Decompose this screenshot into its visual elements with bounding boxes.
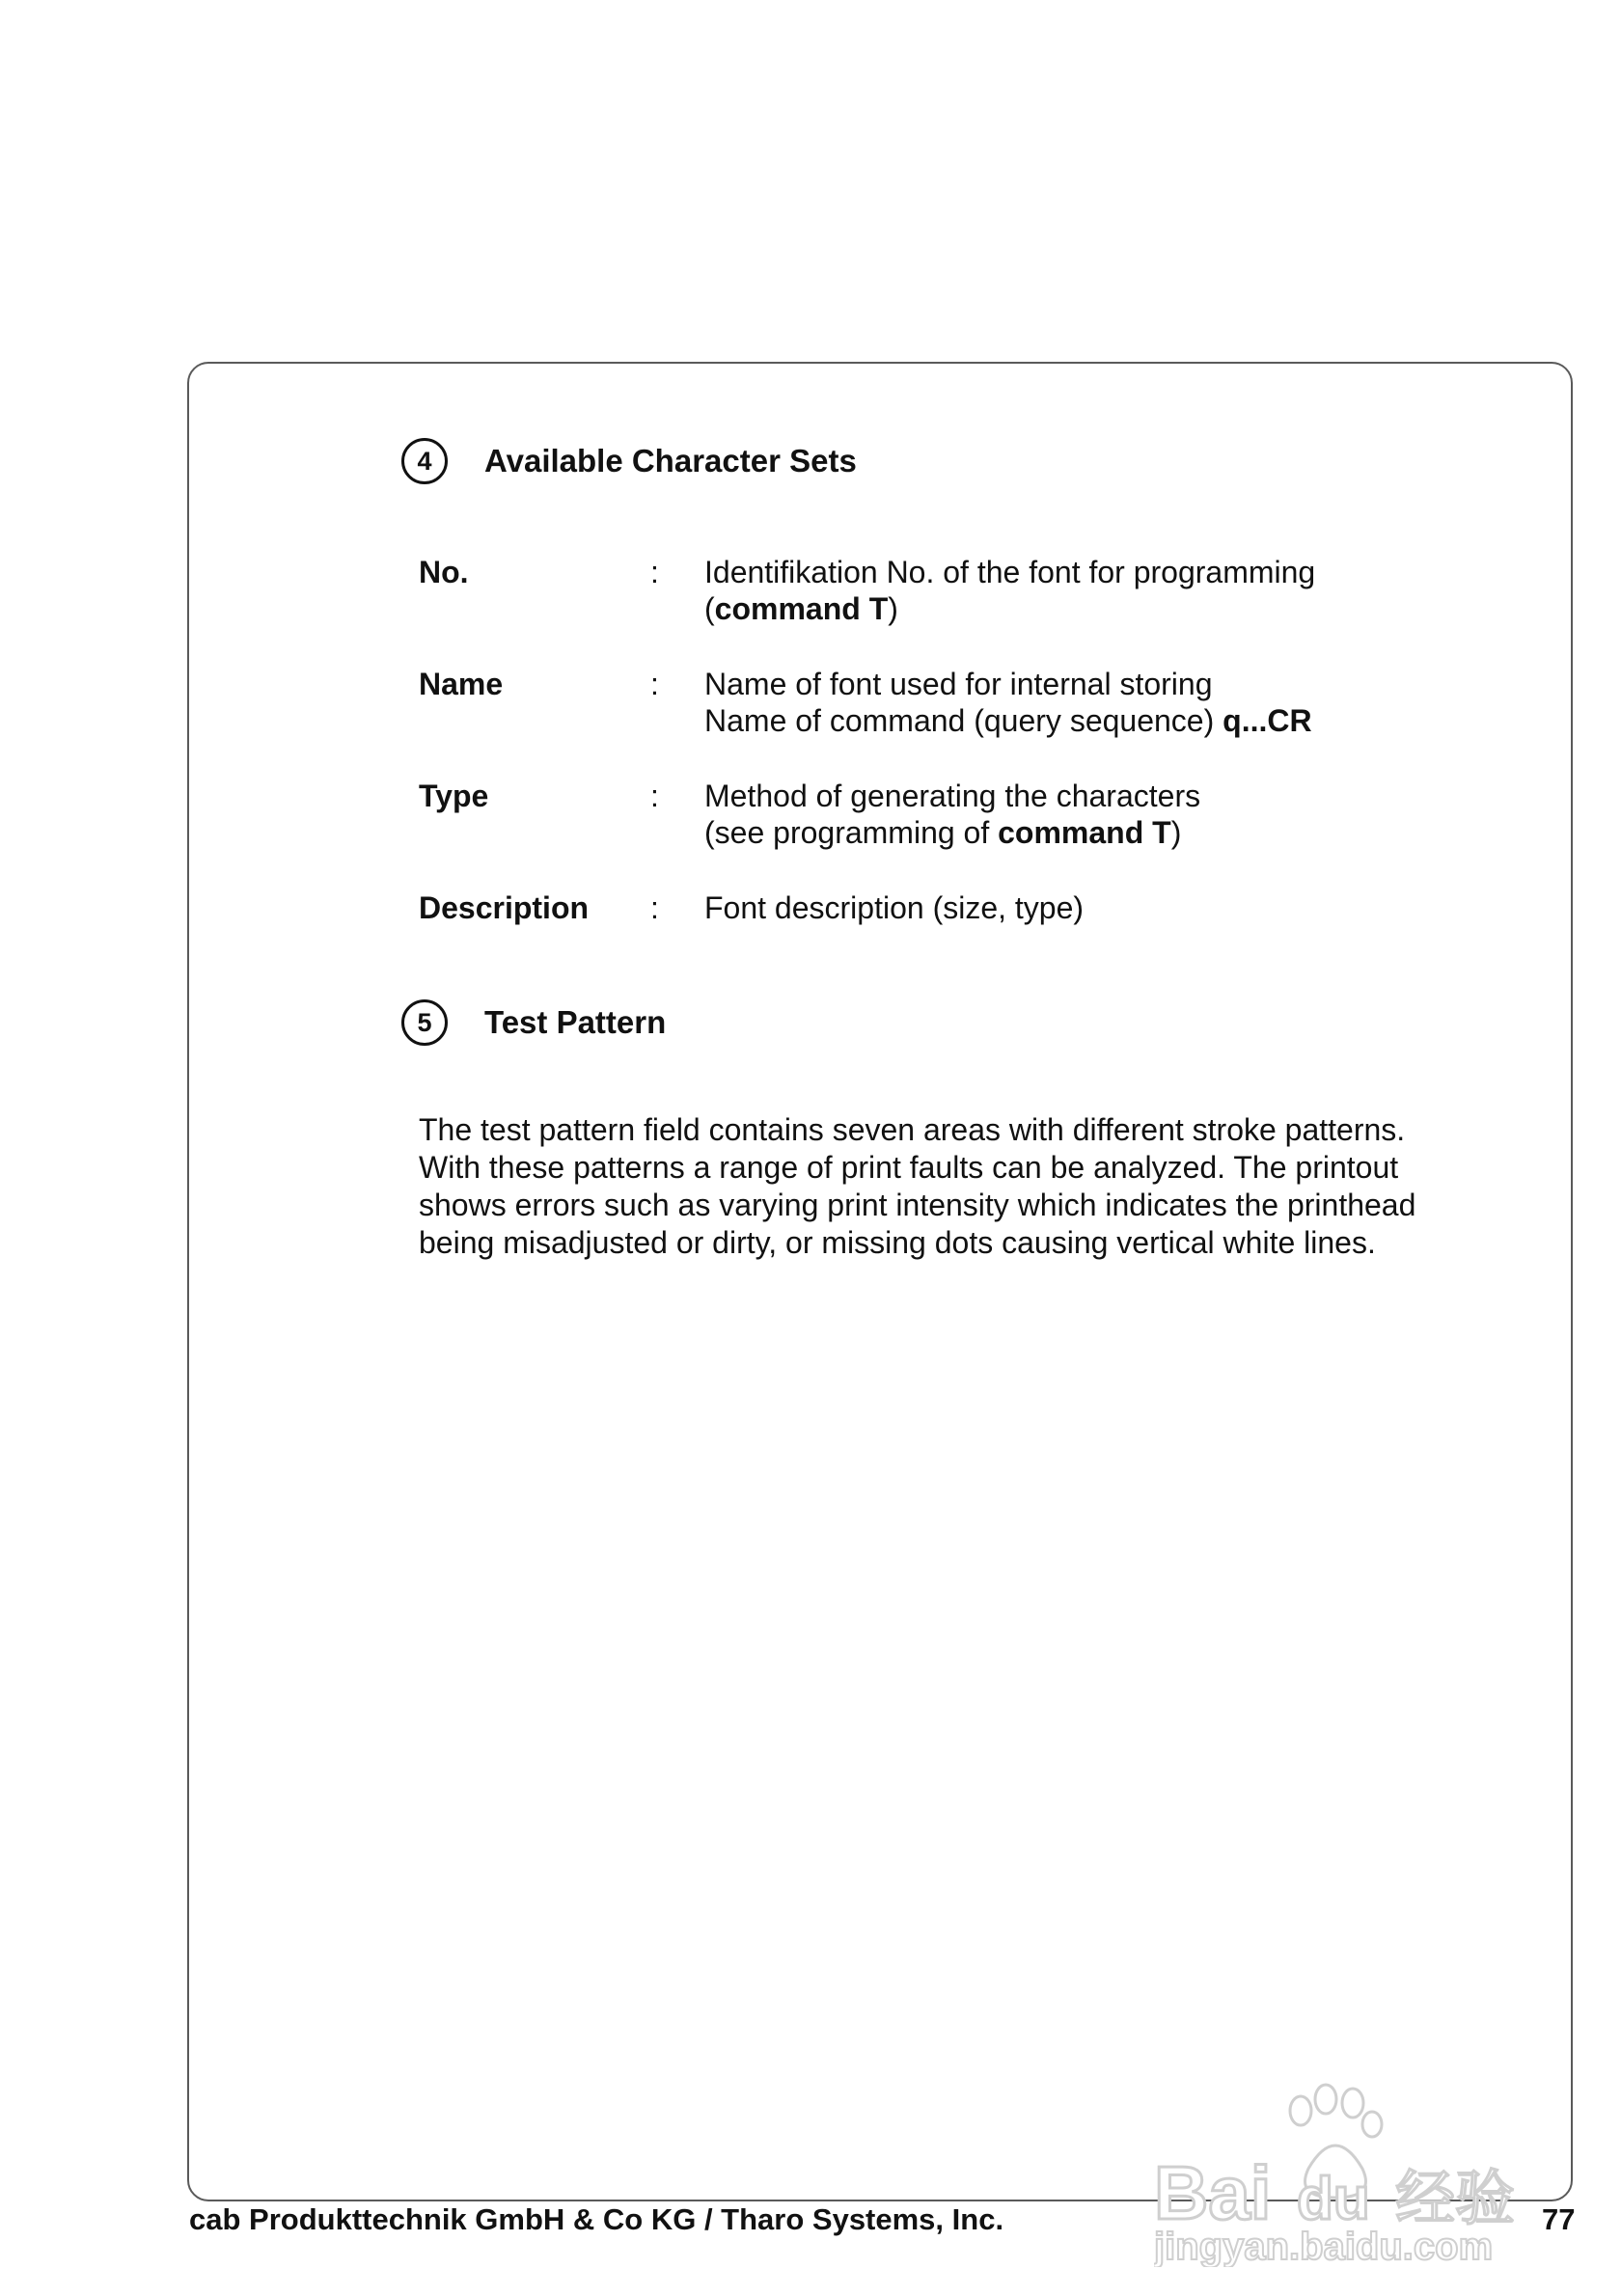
page-frame bbox=[187, 362, 1573, 2201]
definition-description bbox=[704, 889, 1084, 926]
svg-text:du: du bbox=[1297, 2166, 1370, 2232]
section-4-number: 4 bbox=[401, 438, 448, 484]
paragraph-line: shows errors such as varying print intensity which indicates the printhead bbox=[419, 1188, 1416, 1222]
page-number: 77 bbox=[1542, 2202, 1576, 2236]
baidu-watermark-logo bbox=[1154, 2055, 1540, 2267]
description-line-2: (command T) bbox=[704, 591, 898, 626]
description-line-1: Method of generating the characters bbox=[704, 779, 1201, 813]
svg-text:经验: 经验 bbox=[1395, 2163, 1516, 2233]
paragraph-line: being misadjusted or dirty, or missing dots causing vertical white lines. bbox=[419, 1225, 1376, 1260]
definition-term: Type bbox=[419, 779, 489, 813]
section-5-title: Test Pattern bbox=[484, 1004, 667, 1040]
description-line-2: Name of command (query sequence) q...CR bbox=[704, 703, 1312, 738]
definition-description bbox=[704, 666, 1312, 739]
svg-text:jingyan.baidu.com: jingyan.baidu.com bbox=[1154, 2226, 1494, 2267]
definition-term: Name bbox=[419, 667, 504, 701]
definition-colon: : bbox=[650, 890, 659, 925]
section-4-heading bbox=[401, 438, 857, 484]
definition-description bbox=[704, 778, 1200, 851]
description-line-1: Name of font used for internal storing bbox=[704, 667, 1213, 701]
definition-colon: : bbox=[650, 667, 659, 701]
test-pattern-paragraph bbox=[419, 1111, 1480, 1262]
definition-colon: : bbox=[650, 555, 659, 589]
section-5-heading bbox=[401, 999, 666, 1046]
description-line-1: Font description (size, type) bbox=[704, 890, 1085, 925]
section-4-title: Available Character Sets bbox=[484, 443, 857, 478]
definition-colon: : bbox=[650, 779, 659, 813]
paragraph-line: The test pattern field contains seven areas with different stroke patterns. bbox=[419, 1112, 1406, 1147]
svg-text:Bai: Bai bbox=[1154, 2150, 1272, 2235]
definition-term: Description bbox=[419, 890, 590, 925]
section-5-number: 5 bbox=[401, 999, 448, 1046]
description-line-1: Identifikation No. of the font for programming bbox=[704, 555, 1316, 589]
footer-company: cab Produkttechnik GmbH & Co KG / Tharo Systems, Inc. bbox=[189, 2202, 1004, 2236]
paragraph-line: With these patterns a range of print faults can be analyzed. The printout bbox=[419, 1150, 1399, 1185]
definition-term: No. bbox=[419, 555, 469, 589]
description-line-2: (see programming of command T) bbox=[704, 815, 1182, 850]
definition-description bbox=[704, 554, 1315, 627]
